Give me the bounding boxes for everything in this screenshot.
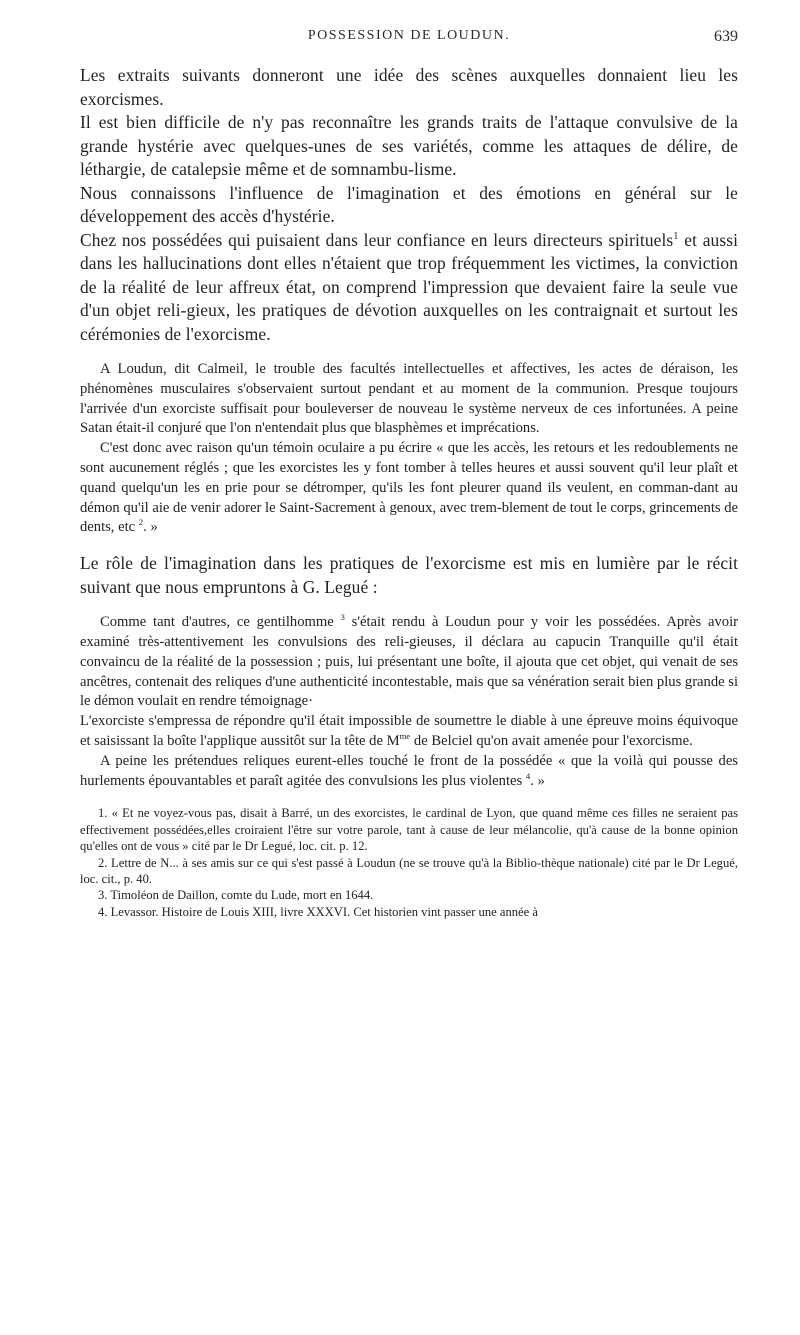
quote-paragraph (80, 439, 738, 538)
quote-paragraph: A Loudun, dit Calmeil, le trouble des facultés intellectuelles et affectives, les actes de déraison, les phénomènes musculaires s'observaient surtout pendant et au moment de la communion. Presque toujours l'arrivée d'un exorciste suffisait pour bouleverser de nouveau le système nerveux de ces infortunées. A peine Satan était-il conjuré que l'on n'entendait plus que blasphèmes et imprécations. (80, 361, 738, 437)
quote-paragraph (80, 613, 738, 712)
quote-calmeil (80, 360, 738, 538)
footnote-2: 2. Lettre de N... à ses amis sur ce qui s'est passé à Loudun (ne se trouve qu'à la Biblio-thèque nationale) cité par le Dr Legué, loc. cit., p. 40. (80, 855, 738, 886)
quote-text: C'est donc avec raison qu'un témoin oculaire a pu écrire « que les accès, les retours et les redoublements ne sont aucunement réglés ; que les exorcistes les y font tomber à telles heures et aussi souvent qu'il leur plaît et quand quelqu'un les en prie pour se détromper, qu'ils les font pleurer quand ils veulent, en comman-dant au démon qu'il aie de venir adorer le Saint-Sacrement à genoux, avec trem-blement de tout le corps, grincements de dents, etc (80, 440, 738, 536)
quote-legue (80, 613, 738, 791)
running-header (80, 28, 738, 64)
main-text (80, 64, 738, 346)
footnote-ref: 4 (525, 770, 531, 781)
main-text-2 (80, 552, 738, 599)
quote-text: . » (143, 519, 158, 536)
paragraph-intro-3: Nous connaissons l'influence de l'imagination et des émotions en général sur le développement des accès d'hystérie. (80, 182, 738, 226)
page-number: 639 (714, 28, 738, 45)
paragraph-intro-1: Les extraits suivants donneront une idée des scènes auxquelles donnaient lieu les exorcismes. (80, 65, 738, 109)
paragraph-intro-2: Il est bien difficile de n'y pas reconnaître les grands traits de l'attaque convulsive de la grande hystérie avec quelques-unes de ses variétés, comme les attaques de délire, de léthargie, de catalepsie même et de somnambu-lisme. (80, 112, 738, 179)
quote-paragraph (80, 752, 738, 792)
quote-paragraph (80, 712, 738, 752)
quote-text: s'était rendu à Loudun pour y voir les possédées. Après avoir examiné très-attentivement les convulsions des reli-gieuses, il déclara au capucin Tranquille qu'il était convaincu de la réalité de la possession ; puis, lui présentant une boîte, il ajouta que cet objet, qui venait de ses ancêtres, contenait des reliques d'une authenticité incontestable, mais que sa vénération serait bien plus grande si le démon voulait en rendre témoignage· (80, 614, 738, 710)
footnote-ref: 1 (673, 230, 679, 242)
paragraph-text: et aussi dans les hallucinations dont elles n'étaient que trop fréquemment les victimes, la conviction de la réalité de leur affreux état, on comprend l'impression que devaient faire la seule vue d'un objet reli-gieux, les pratiques de dévotion auxquelles on les contraignait et surtout les cérémonies de l'exorcisme. (80, 229, 739, 344)
footnote-4: 4. Levassor. Histoire de Louis XIII, livre XXXVI. Cet historien vint passer une année à (98, 904, 538, 919)
footnote-ref: 2 (138, 517, 144, 528)
quote-text: . » (530, 772, 545, 789)
book-page (80, 0, 738, 1335)
quote-text: A peine les prétendues reliques eurent-elles touché le front de la possédée « que la voilà qui pousse des hurlements épouvantables et paraît agitée des convulsions les plus violentes (80, 752, 738, 789)
quote-text: de Belciel qu'on avait amenée pour l'exorcisme. (410, 732, 693, 749)
paragraph-possedees (80, 229, 738, 347)
footnotes (80, 805, 738, 920)
running-title: POSSESSION DE LOUDUN. (307, 28, 511, 43)
footnote-ref: 3 (340, 612, 345, 623)
quote-text: L'exorciste s'empressa de répondre qu'il était impossible de soumettre le diable à une épreuve moins équivoque et saisissant la boîte l'applique aussitôt sur la tête de M (80, 713, 738, 749)
footnote-3: 3. Timoléon de Daillon, comte du Lude, mort en 1644. (98, 888, 374, 903)
paragraph-imagination: Le rôle de l'imagination dans les pratiques de l'exorcisme est mis en lumière par le récit suivant que nous empruntons à G. Legué : (80, 553, 738, 597)
title-abbrev: me (399, 731, 411, 742)
paragraph-text: Chez nos possédées qui puisaient dans leur confiance en leurs directeurs spirituels (80, 229, 674, 250)
footnote-1: 1. « Et ne voyez-vous pas, disait à Barré, un des exorcistes, le cardinal de Lyon, que quand même ces filles ne seraient pas effectivement possédées,elles croiraient l'être sur votre parole, tant à cause de leur mélancolie, qu'à cause de la bonne opinion qu'elles ont de vous » cité par le Dr Legué, loc. cit. p. 12. (80, 806, 738, 854)
quote-text: Comme tant d'autres, ce gentilhomme (100, 614, 341, 631)
